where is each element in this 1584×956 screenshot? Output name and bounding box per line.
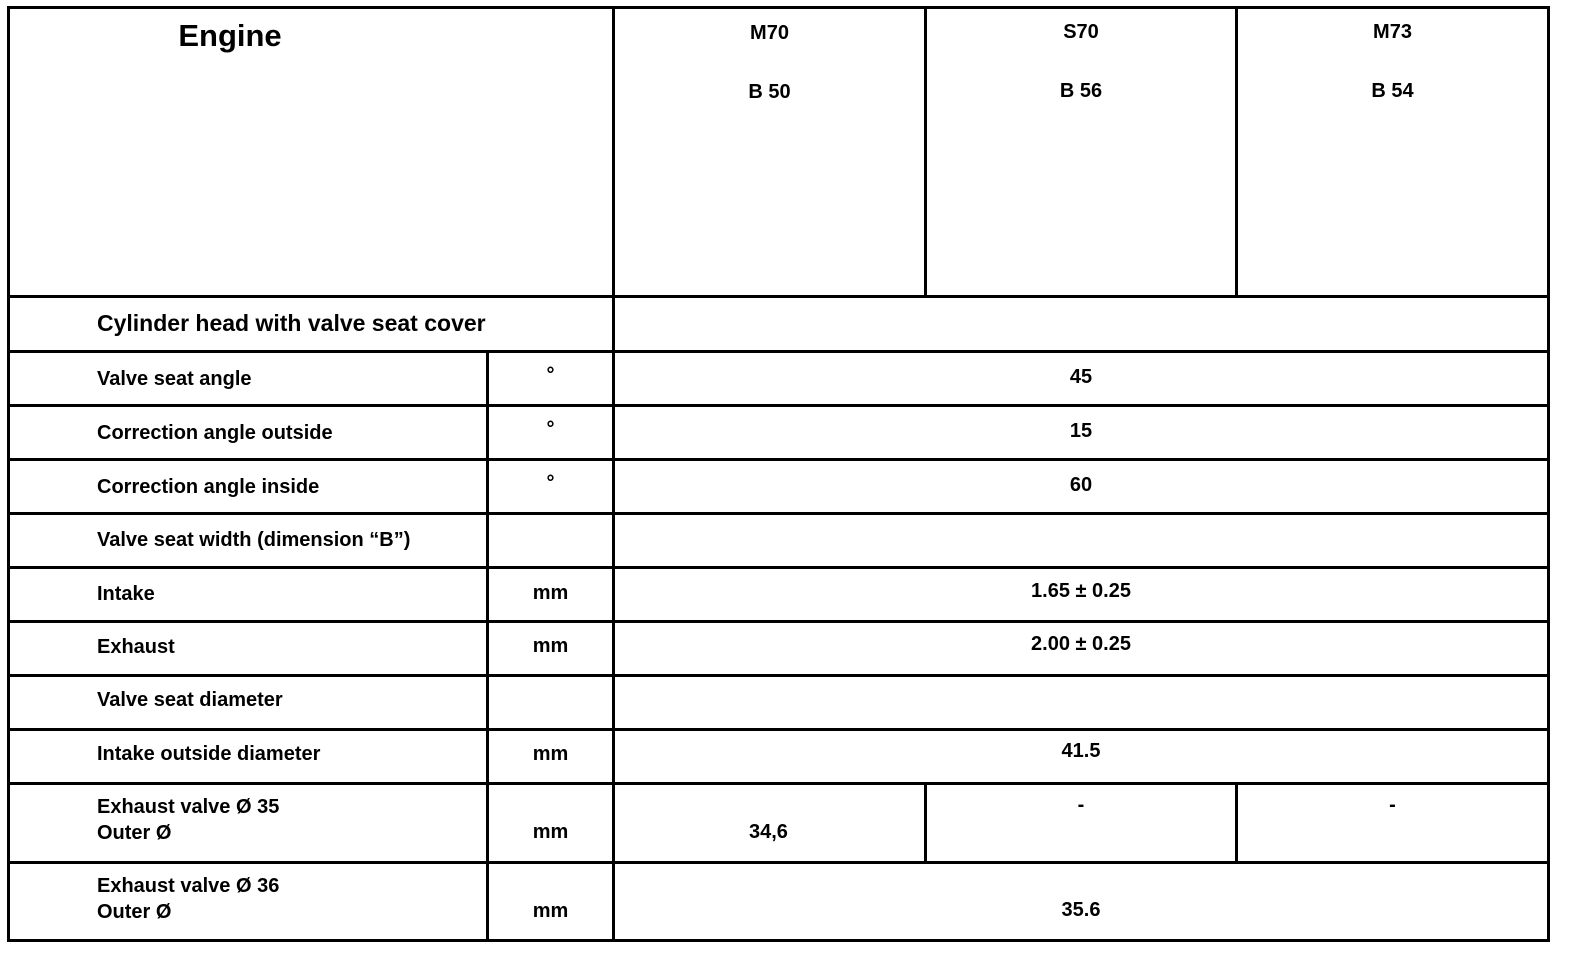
engine-code-m73: B 54 bbox=[1371, 80, 1414, 102]
row-value: 1.65 ± 0.25 bbox=[1031, 580, 1131, 602]
engine-model-s70: S70 bbox=[1063, 21, 1099, 43]
row-label: Correction angle inside bbox=[97, 476, 320, 498]
row-label: Valve seat width (dimension “B”) bbox=[97, 529, 411, 551]
row-value: 35.6 bbox=[1061, 899, 1101, 921]
row-unit: ° bbox=[546, 364, 555, 386]
row-value: 45 bbox=[1069, 366, 1093, 388]
section-title: Cylinder head with valve seat cover bbox=[97, 310, 486, 336]
section-divider bbox=[7, 350, 1550, 353]
row-divider bbox=[7, 512, 1550, 515]
row-divider bbox=[7, 728, 1550, 731]
engine-code-m70: B 50 bbox=[748, 81, 791, 103]
row-unit: ° bbox=[546, 472, 555, 494]
row-value-m70: 34,6 bbox=[749, 821, 788, 843]
row-unit: mm bbox=[532, 635, 569, 657]
engine-model-m70: M70 bbox=[750, 22, 789, 44]
table-border-left bbox=[7, 6, 10, 942]
table-border-top bbox=[7, 6, 1550, 9]
row-unit: mm bbox=[532, 821, 569, 843]
row-label: Intake outside diameter bbox=[97, 743, 321, 765]
row-value: 41.5 bbox=[1061, 740, 1101, 762]
row-unit: mm bbox=[532, 582, 569, 604]
engine-spec-table bbox=[7, 6, 1550, 942]
row-divider bbox=[7, 782, 1550, 785]
row-unit: mm bbox=[532, 743, 569, 765]
row-value: 2.00 ± 0.25 bbox=[1031, 633, 1131, 655]
row-label: Valve seat diameter bbox=[97, 689, 283, 711]
row-unit: ° bbox=[546, 418, 555, 440]
row-label: Intake bbox=[97, 583, 155, 605]
row-divider bbox=[7, 620, 1550, 623]
engine-code-s70: B 56 bbox=[1059, 80, 1103, 102]
header-divider bbox=[7, 295, 1550, 298]
row-value: 15 bbox=[1069, 420, 1093, 442]
engine-column-divider bbox=[1235, 6, 1238, 298]
engine-model-m73: M73 bbox=[1373, 21, 1412, 43]
row-divider bbox=[7, 861, 1550, 864]
row-label: Exhaust valve Ø 36 Outer Ø bbox=[97, 875, 280, 923]
row-divider bbox=[7, 458, 1550, 461]
engine-column-divider bbox=[924, 6, 927, 298]
row-divider bbox=[7, 404, 1550, 407]
row-label: Valve seat angle bbox=[97, 368, 252, 390]
row-divider bbox=[7, 674, 1550, 677]
row-label: Exhaust valve Ø 35 Outer Ø bbox=[97, 796, 280, 844]
row-value: 60 bbox=[1069, 474, 1093, 496]
row-label: Exhaust bbox=[97, 636, 175, 658]
row-value-s70: - bbox=[1077, 794, 1085, 816]
row-divider bbox=[7, 566, 1550, 569]
row-unit: mm bbox=[532, 900, 569, 922]
row-value-m73: - bbox=[1389, 794, 1396, 816]
table-border-bottom bbox=[7, 939, 1550, 942]
row-label: Correction angle outside bbox=[97, 422, 333, 444]
engine-header-label: Engine bbox=[178, 18, 282, 53]
table-border-right bbox=[1547, 6, 1550, 942]
